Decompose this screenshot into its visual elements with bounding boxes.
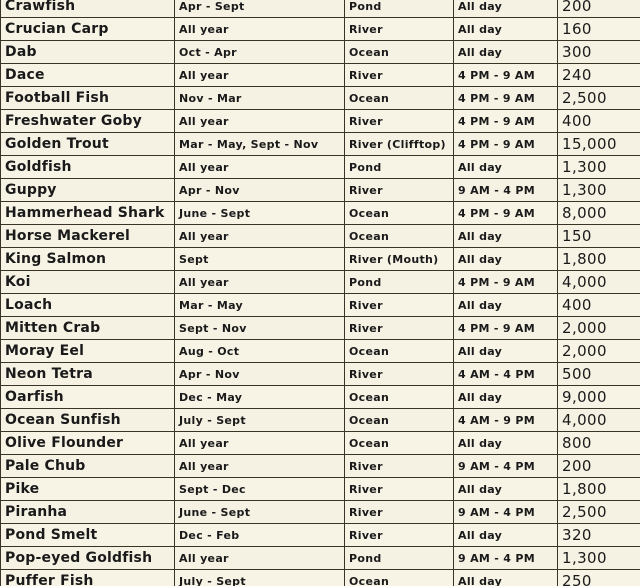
price-cell: 1,800 [558, 248, 640, 271]
price-cell: 4,000 [558, 271, 640, 294]
price-cell: 160 [558, 18, 640, 41]
price-cell: 2,500 [558, 87, 640, 110]
season-cell: Nov - Mar [175, 87, 345, 110]
time-cell: All day [454, 294, 558, 317]
table-row [1, 409, 640, 432]
season-cell: Sept - Dec [175, 478, 345, 501]
fish-name-cell: Olive Flounder [1, 432, 175, 455]
price-cell: 1,300 [558, 179, 640, 202]
table-row [1, 547, 640, 570]
location-cell: River [345, 501, 454, 524]
location-cell: Ocean [345, 432, 454, 455]
fish-name-cell: Pond Smelt [1, 524, 175, 547]
table-row [1, 18, 640, 41]
fish-name-cell: Horse Mackerel [1, 225, 175, 248]
table-row [1, 340, 640, 363]
table-row [1, 41, 640, 64]
location-cell: River [345, 363, 454, 386]
location-cell: Ocean [345, 409, 454, 432]
fish-name-cell: Pike [1, 478, 175, 501]
price-cell: 2,500 [558, 501, 640, 524]
time-cell: 9 AM - 4 PM [454, 501, 558, 524]
price-cell: 200 [558, 0, 640, 18]
table-row [1, 0, 640, 18]
price-cell: 8,000 [558, 202, 640, 225]
time-cell: All day [454, 478, 558, 501]
location-cell: River [345, 317, 454, 340]
location-cell: Ocean [345, 570, 454, 586]
time-cell: 9 AM - 4 PM [454, 179, 558, 202]
time-cell: 4 PM - 9 AM [454, 317, 558, 340]
location-cell: Ocean [345, 225, 454, 248]
table-row [1, 501, 640, 524]
table-row [1, 386, 640, 409]
location-cell: Ocean [345, 340, 454, 363]
table-row [1, 110, 640, 133]
table-row [1, 248, 640, 271]
location-cell: River [345, 179, 454, 202]
time-cell: 4 AM - 4 PM [454, 363, 558, 386]
season-cell: All year [175, 18, 345, 41]
fish-name-cell: Puffer Fish [1, 570, 175, 586]
time-cell: 4 PM - 9 AM [454, 87, 558, 110]
price-cell: 250 [558, 570, 640, 586]
location-cell: Ocean [345, 386, 454, 409]
season-cell: June - Sept [175, 501, 345, 524]
location-cell: Ocean [345, 202, 454, 225]
time-cell: All day [454, 0, 558, 18]
fish-table-body [1, 0, 640, 586]
price-cell: 400 [558, 294, 640, 317]
price-cell: 300 [558, 41, 640, 64]
time-cell: 4 PM - 9 AM [454, 133, 558, 156]
location-cell: River [345, 455, 454, 478]
time-cell: All day [454, 386, 558, 409]
time-cell: 4 PM - 9 AM [454, 64, 558, 87]
price-cell: 150 [558, 225, 640, 248]
location-cell: Pond [345, 547, 454, 570]
table-row [1, 294, 640, 317]
location-cell: River (Mouth) [345, 248, 454, 271]
location-cell: River [345, 110, 454, 133]
price-cell: 2,000 [558, 317, 640, 340]
season-cell: Mar - May, Sept - Nov [175, 133, 345, 156]
season-cell: All year [175, 455, 345, 478]
table-row [1, 87, 640, 110]
fish-name-cell: Pop-eyed Goldfish [1, 547, 175, 570]
fish-name-cell: Freshwater Goby [1, 110, 175, 133]
fish-name-cell: Pale Chub [1, 455, 175, 478]
time-cell: All day [454, 41, 558, 64]
location-cell: River [345, 294, 454, 317]
time-cell: All day [454, 225, 558, 248]
fish-name-cell: Goldfish [1, 156, 175, 179]
price-cell: 2,000 [558, 340, 640, 363]
fish-name-cell: Guppy [1, 179, 175, 202]
fish-name-cell: Mitten Crab [1, 317, 175, 340]
fish-name-cell: King Salmon [1, 248, 175, 271]
table-row [1, 179, 640, 202]
price-cell: 15,000 [558, 133, 640, 156]
location-cell: Ocean [345, 41, 454, 64]
table-row [1, 64, 640, 87]
price-cell: 4,000 [558, 409, 640, 432]
fish-name-cell: Moray Eel [1, 340, 175, 363]
season-cell: All year [175, 156, 345, 179]
season-cell: All year [175, 271, 345, 294]
time-cell: 4 PM - 9 AM [454, 110, 558, 133]
table-row [1, 363, 640, 386]
time-cell: All day [454, 432, 558, 455]
season-cell: June - Sept [175, 202, 345, 225]
fish-name-cell: Football Fish [1, 87, 175, 110]
fish-name-cell: Koi [1, 271, 175, 294]
season-cell: Mar - May [175, 294, 345, 317]
time-cell: 9 AM - 4 PM [454, 547, 558, 570]
time-cell: All day [454, 524, 558, 547]
time-cell: 4 PM - 9 AM [454, 271, 558, 294]
price-cell: 800 [558, 432, 640, 455]
fish-name-cell: Loach [1, 294, 175, 317]
fish-name-cell: Golden Trout [1, 133, 175, 156]
price-cell: 1,300 [558, 547, 640, 570]
time-cell: 9 AM - 4 PM [454, 455, 558, 478]
table-row [1, 478, 640, 501]
season-cell: All year [175, 432, 345, 455]
season-cell: Oct - Apr [175, 41, 345, 64]
price-cell: 240 [558, 64, 640, 87]
table-row [1, 524, 640, 547]
table-row [1, 432, 640, 455]
price-cell: 200 [558, 455, 640, 478]
season-cell: All year [175, 110, 345, 133]
season-cell: Sept [175, 248, 345, 271]
location-cell: River (Clifftop) [345, 133, 454, 156]
time-cell: 4 PM - 9 AM [454, 202, 558, 225]
table-row [1, 133, 640, 156]
season-cell: All year [175, 64, 345, 87]
fish-name-cell: Crawfish [1, 0, 175, 18]
fish-name-cell: Crucian Carp [1, 18, 175, 41]
location-cell: River [345, 524, 454, 547]
table-row [1, 570, 640, 586]
time-cell: All day [454, 18, 558, 41]
table-row [1, 271, 640, 294]
fish-name-cell: Hammerhead Shark [1, 202, 175, 225]
fish-name-cell: Dace [1, 64, 175, 87]
time-cell: All day [454, 570, 558, 586]
fish-name-cell: Piranha [1, 501, 175, 524]
season-cell: July - Sept [175, 570, 345, 586]
price-cell: 320 [558, 524, 640, 547]
season-cell: Apr - Nov [175, 179, 345, 202]
time-cell: All day [454, 340, 558, 363]
location-cell: River [345, 64, 454, 87]
season-cell: Dec - May [175, 386, 345, 409]
location-cell: River [345, 478, 454, 501]
fish-name-cell: Dab [1, 41, 175, 64]
table-row [1, 317, 640, 340]
price-cell: 1,800 [558, 478, 640, 501]
table-row [1, 225, 640, 248]
table-row [1, 202, 640, 225]
price-cell: 9,000 [558, 386, 640, 409]
table-row [1, 156, 640, 179]
fish-name-cell: Neon Tetra [1, 363, 175, 386]
season-cell: Aug - Oct [175, 340, 345, 363]
location-cell: Pond [345, 0, 454, 18]
fish-name-cell: Oarfish [1, 386, 175, 409]
season-cell: Apr - Sept [175, 0, 345, 18]
season-cell: All year [175, 547, 345, 570]
time-cell: All day [454, 248, 558, 271]
fish-name-cell: Ocean Sunfish [1, 409, 175, 432]
location-cell: Pond [345, 271, 454, 294]
price-cell: 1,300 [558, 156, 640, 179]
table-row [1, 455, 640, 478]
location-cell: Pond [345, 156, 454, 179]
season-cell: Dec - Feb [175, 524, 345, 547]
time-cell: 4 AM - 9 PM [454, 409, 558, 432]
season-cell: Sept - Nov [175, 317, 345, 340]
season-cell: Apr - Nov [175, 363, 345, 386]
price-cell: 500 [558, 363, 640, 386]
season-cell: All year [175, 225, 345, 248]
season-cell: July - Sept [175, 409, 345, 432]
location-cell: River [345, 18, 454, 41]
price-cell: 400 [558, 110, 640, 133]
time-cell: All day [454, 156, 558, 179]
location-cell: Ocean [345, 87, 454, 110]
